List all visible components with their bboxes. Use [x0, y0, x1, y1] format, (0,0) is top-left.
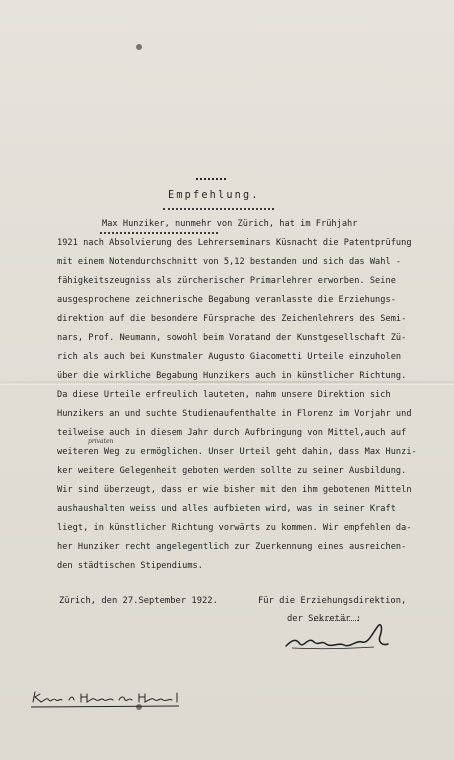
body-line-3: mit einem Notendurchschnitt von 5,12 bestanden und sich das Wahl -: [57, 257, 402, 267]
body-line-13: weiteren Weg zu ermöglichen. Unser Urteil geht dahin, dass Max Hunzi-: [57, 447, 417, 457]
body-line-19: den städtischen Stipendiums.: [57, 561, 203, 571]
body-line-18: her Hunziker recht angelegentlich zur Zuerkennung eines ausreichen-: [57, 542, 407, 552]
punch-hole-top: [136, 44, 142, 50]
signoff-line-2: der Sekretär :: [287, 614, 362, 624]
body-line-1: Max Hunziker, nunmehr von Zürich, hat im Frühjahr: [102, 219, 358, 229]
body-line-11: Hunzikers an und suchte Studienaufenthalte in Florenz im Vorjahr und: [57, 409, 412, 419]
body-line-8: rich als auch bei Kunstmaler Augusto Giacometti Urteile einzuholen: [57, 352, 402, 362]
body-line-7: nars, Prof. Neumann, sowohl beim Voratand der Kunstgesellschaft Zü-: [57, 333, 407, 343]
name-underline: [100, 232, 218, 234]
body-line-10: Da diese Urteile erfreulich lauteten, nahm unsere Direktion sich: [57, 390, 391, 400]
fold-crease-highlight: [0, 384, 454, 385]
body-line-17: liegt, in künstlicher Richtung vorwärts zu kommen. Wir empfehlen da-: [57, 523, 412, 533]
secretary-signature: [282, 618, 392, 654]
margin-note-handwriting: [29, 688, 189, 712]
body-line-2: 1921 nach Absolvierung des Lehrerseminars Küsnacht die Patentprüfung: [57, 238, 412, 248]
date-line: Zürich, den 27.September 1922.: [59, 596, 218, 606]
body-line-9: über die wirkliche Begabung Hunzikers auch in künstlicher Richtung.: [57, 371, 407, 381]
body-line-15: Wir sind überzeugt, dass er wie bisher mit den ihm gebotenen Mitteln: [57, 485, 412, 495]
signoff-line-1: Für die Erziehungsdirektion,: [258, 596, 407, 606]
title-underline: [163, 208, 274, 210]
body-line-16: aushaushalten weiss und alles aufbieten wird, was in seiner Kraft: [57, 504, 396, 514]
body-line-14: ker weitere Gelegenheit geboten werden sollte zu seiner Ausbildung.: [57, 466, 407, 476]
header-dash-mark: [196, 178, 226, 182]
body-line-12: teilweise auch in diesem Jahr durch Aufbringung von Mittel,auch auf: [57, 428, 407, 438]
document-title: Empfehlung.: [168, 190, 260, 201]
margin-note: [29, 688, 189, 716]
body-line-4: fähigkeitszeugniss als zürcherischer Primarlehrer erworben. Seine: [57, 276, 396, 286]
fold-crease: [0, 381, 454, 383]
handwritten-insert: privaten: [88, 438, 114, 445]
body-line-5: ausgesprochene zeichnerische Begabung veranlasste die Erziehungs-: [57, 295, 396, 305]
body-line-6: direktion auf die besondere Fürsprache des Zeichenlehrers des Semi-: [57, 314, 407, 324]
